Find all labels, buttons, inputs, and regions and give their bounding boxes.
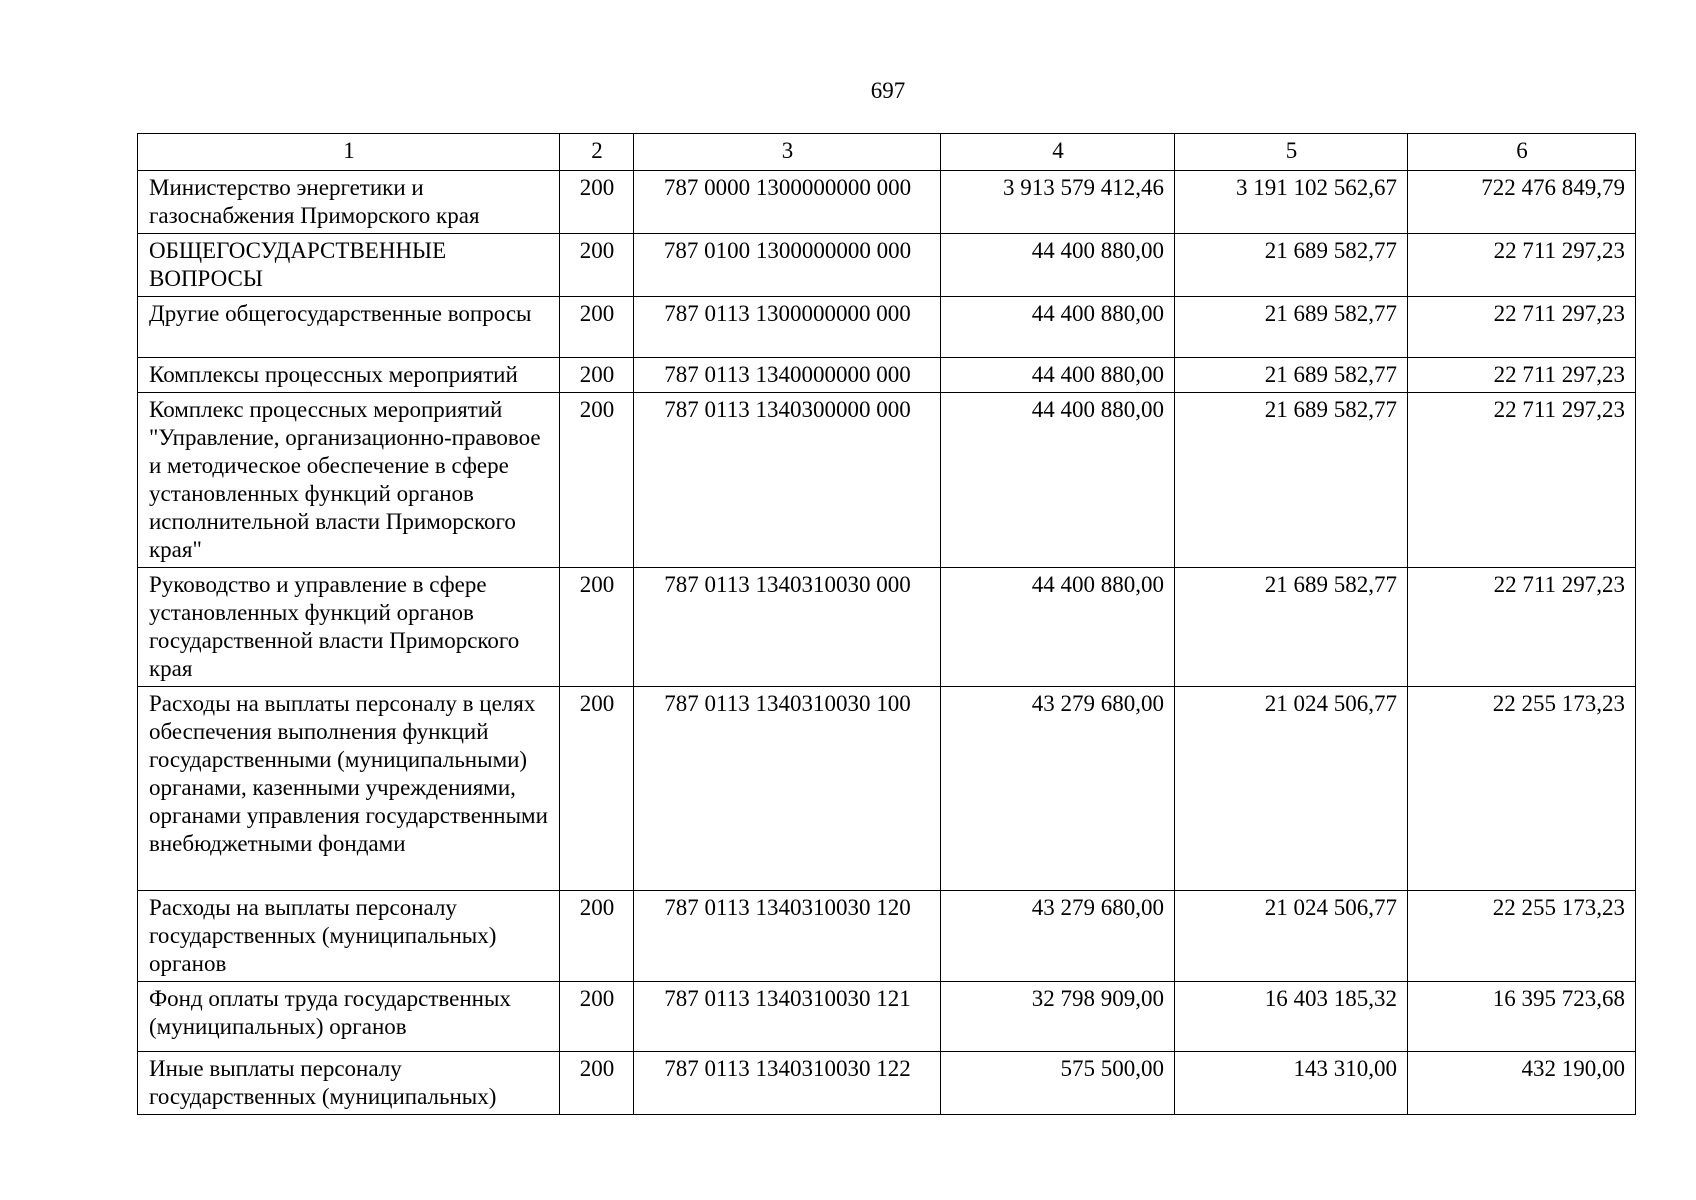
row-name: Иные выплаты персоналу государственных (муниципальных) — [138, 1052, 560, 1115]
budget-table — [137, 133, 1636, 1115]
column-header-5: 5 — [1175, 134, 1408, 171]
row-kbk: 787 0113 1340310030 100 — [634, 687, 941, 891]
row-plan: 44 400 880,00 — [941, 393, 1175, 568]
row-plan: 32 798 909,00 — [941, 982, 1175, 1052]
row-code: 200 — [560, 687, 634, 891]
row-remaining: 22 711 297,23 — [1408, 358, 1636, 393]
row-name: Комплекс процессных мероприятий "Управление, организационно-правовое и методическое обеспечение в сфере установленных функций органов исполнительной власти Приморского края" — [138, 393, 560, 568]
row-executed: 143 310,00 — [1175, 1052, 1408, 1115]
row-plan: 43 279 680,00 — [941, 891, 1175, 982]
row-remaining: 22 255 173,23 — [1408, 687, 1636, 891]
row-name: Руководство и управление в сфере установленных функций органов государственной власти Приморского края — [138, 568, 560, 687]
row-executed: 21 024 506,77 — [1175, 687, 1408, 891]
row-remaining: 22 711 297,23 — [1408, 234, 1636, 297]
column-header-3: 3 — [634, 134, 941, 171]
row-remaining: 22 711 297,23 — [1408, 568, 1636, 687]
row-plan: 3 913 579 412,46 — [941, 171, 1175, 234]
row-remaining: 722 476 849,79 — [1408, 171, 1636, 234]
row-name: Другие общегосударственные вопросы — [138, 297, 560, 358]
row-executed: 21 689 582,77 — [1175, 568, 1408, 687]
row-kbk: 787 0113 1340300000 000 — [634, 393, 941, 568]
table-row — [138, 891, 1636, 982]
row-code: 200 — [560, 234, 634, 297]
row-name: Министерство энергетики и газоснабжения Приморского края — [138, 171, 560, 234]
row-kbk: 787 0113 1340310030 121 — [634, 982, 941, 1052]
table-row — [138, 358, 1636, 393]
row-code: 200 — [560, 1052, 634, 1115]
table-row — [138, 171, 1636, 234]
column-header-6: 6 — [1408, 134, 1636, 171]
row-plan: 43 279 680,00 — [941, 687, 1175, 891]
row-plan: 575 500,00 — [941, 1052, 1175, 1115]
table-body — [138, 171, 1636, 1115]
row-plan: 44 400 880,00 — [941, 568, 1175, 687]
row-plan: 44 400 880,00 — [941, 358, 1175, 393]
row-executed: 16 403 185,32 — [1175, 982, 1408, 1052]
header-row — [138, 134, 1636, 171]
row-name: ОБЩЕГОСУДАРСТВЕННЫЕ ВОПРОСЫ — [138, 234, 560, 297]
row-executed: 21 024 506,77 — [1175, 891, 1408, 982]
row-kbk: 787 0113 1340310030 000 — [634, 568, 941, 687]
row-name: Комплексы процессных мероприятий — [138, 358, 560, 393]
page-number: 697 — [870, 78, 906, 103]
row-kbk: 787 0113 1340000000 000 — [634, 358, 941, 393]
row-plan: 44 400 880,00 — [941, 234, 1175, 297]
row-executed: 21 689 582,77 — [1175, 297, 1408, 358]
row-kbk: 787 0113 1340310030 122 — [634, 1052, 941, 1115]
row-kbk: 787 0113 1300000000 000 — [634, 297, 941, 358]
table-row — [138, 982, 1636, 1052]
row-remaining: 22 711 297,23 — [1408, 393, 1636, 568]
table-row — [138, 297, 1636, 358]
row-name: Фонд оплаты труда государственных (муниципальных) органов — [138, 982, 560, 1052]
column-header-4: 4 — [941, 134, 1175, 171]
row-kbk: 787 0100 1300000000 000 — [634, 234, 941, 297]
row-name: Расходы на выплаты персоналу в целях обеспечения выполнения функций государственными (муниципальными) органами, казенными учреждениями, органами управления государственными внебюджетными фондами — [138, 687, 560, 891]
column-header-1: 1 — [138, 134, 560, 171]
table-row — [138, 687, 1636, 891]
row-executed: 3 191 102 562,67 — [1175, 171, 1408, 234]
row-kbk: 787 0000 1300000000 000 — [634, 171, 941, 234]
row-code: 200 — [560, 171, 634, 234]
row-remaining: 22 255 173,23 — [1408, 891, 1636, 982]
row-code: 200 — [560, 982, 634, 1052]
row-remaining: 432 190,00 — [1408, 1052, 1636, 1115]
row-remaining: 22 711 297,23 — [1408, 297, 1636, 358]
row-remaining: 16 395 723,68 — [1408, 982, 1636, 1052]
column-header-2: 2 — [560, 134, 634, 171]
row-name: Расходы на выплаты персоналу государственных (муниципальных) органов — [138, 891, 560, 982]
row-code: 200 — [560, 297, 634, 358]
row-code: 200 — [560, 568, 634, 687]
table-row — [138, 234, 1636, 297]
row-executed: 21 689 582,77 — [1175, 234, 1408, 297]
table-row — [138, 393, 1636, 568]
table-row — [138, 1052, 1636, 1115]
row-plan: 44 400 880,00 — [941, 297, 1175, 358]
row-code: 200 — [560, 891, 634, 982]
row-kbk: 787 0113 1340310030 120 — [634, 891, 941, 982]
table-row — [138, 568, 1636, 687]
row-executed: 21 689 582,77 — [1175, 393, 1408, 568]
row-code: 200 — [560, 358, 634, 393]
row-code: 200 — [560, 393, 634, 568]
row-executed: 21 689 582,77 — [1175, 358, 1408, 393]
